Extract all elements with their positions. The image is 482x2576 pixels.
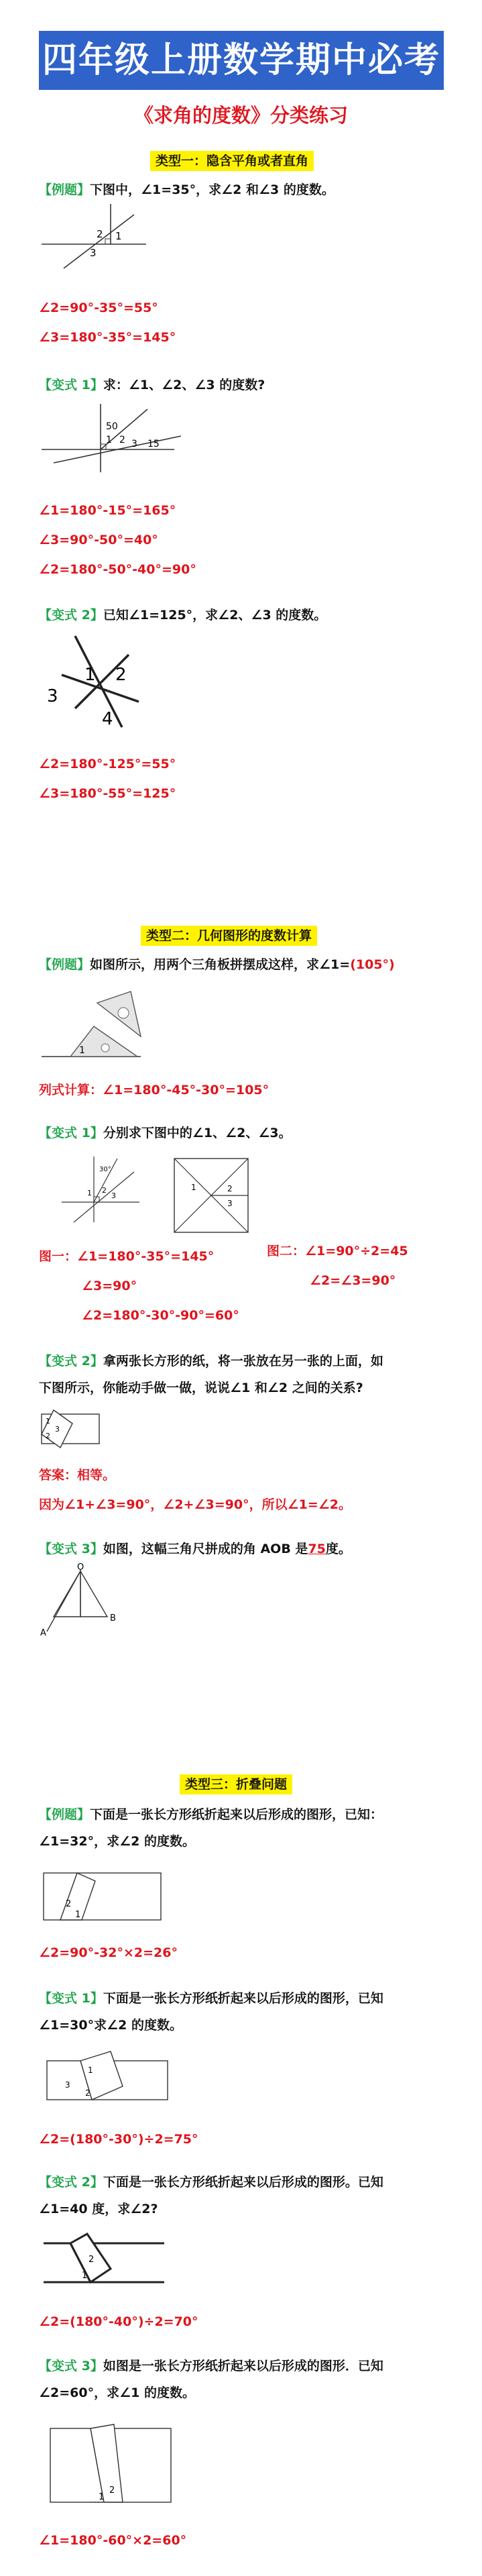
s2-v2-tag: 【变式 2】 <box>39 1354 103 1368</box>
page-title: 四年级上册数学期中必考 <box>39 31 444 90</box>
s3-v3-label-2: 2 <box>109 2485 115 2496</box>
s2-v3-text: 如图，这幅三角尺拼成的角 AOB 是 <box>103 1542 308 1556</box>
s2-v3-label-B: B <box>110 1613 116 1623</box>
section-3-title: 类型三：折叠问题 <box>180 1774 292 1794</box>
s2-v1-right-line-1: ∠1=90°÷2=45 <box>305 1244 408 1258</box>
s1-example-answer-2: ∠3=180°-35°=145° <box>39 330 176 345</box>
s2-variant1-figure-2 <box>171 1155 253 1237</box>
s3-variant2-question-line2: ∠1=40 度，求∠2? <box>39 2202 158 2216</box>
s1-v1-tag: 【变式 1】 <box>39 378 103 392</box>
s2-v1-left-answer-1 <box>39 1248 214 1265</box>
s1-variant2-question <box>39 602 326 628</box>
s3-variant1-figure <box>44 2046 171 2106</box>
s1-v2-text: 已知∠1=125°，求∠2、∠3 的度数。 <box>103 608 327 623</box>
s3-v2-answer: ∠2=(180°-40°)÷2=70° <box>39 2314 198 2329</box>
s1-variant1-figure <box>40 402 188 476</box>
s3-ex-tag: 【例题】 <box>39 1807 91 1822</box>
s2-v3-tag: 【变式 3】 <box>39 1542 103 1556</box>
s2-v3-tail: 度。 <box>325 1542 351 1556</box>
s1-ex-label-3: 3 <box>90 247 97 259</box>
s2-variant2-question-line1 <box>39 1348 383 1374</box>
s3-v3-label-1: 1 <box>99 2492 105 2502</box>
s3-variant2-figure <box>40 2229 168 2292</box>
s3-v1-text-1: 下面是一张长方形纸折起来以后形成的图形，已知 <box>103 1991 383 2006</box>
s3-variant3-question-line2: ∠2=60°，求∠1 的度数。 <box>39 2385 195 2400</box>
s1-v1-answer-3: ∠2=180°-50°-40°=90° <box>39 562 196 577</box>
s1-v1-label-2: 2 <box>119 435 125 445</box>
s3-example-question-line2: ∠1=32°，求∠2 的度数。 <box>39 1834 195 1849</box>
s2-variant1-figure-1 <box>60 1155 141 1229</box>
s1-v1-label-15: 15 <box>147 439 160 449</box>
s1-v2-label-3: 3 <box>47 686 58 706</box>
s1-v1-label-50: 50 <box>106 421 118 432</box>
s2-variant2-question-line2: 下图所示，你能动手做一做，说说∠1 和∠2 之间的关系? <box>39 1381 363 1395</box>
s3-variant3-figure <box>44 2415 178 2516</box>
s1-v2-label-1: 1 <box>84 665 96 685</box>
s2-ex-label-1: 1 <box>79 1045 85 1056</box>
s2-v3-label-O: O <box>77 1563 84 1572</box>
s2-v1-tag: 【变式 1】 <box>39 1126 103 1140</box>
s3-ex-answer: ∠2=90°-32°×2=26° <box>39 1945 178 1960</box>
s3-v2-label-2: 2 <box>88 2255 95 2265</box>
s1-v1-label-1: 1 <box>106 435 112 445</box>
s3-variant2-question-line1 <box>39 2169 383 2195</box>
s3-v1-label-3: 3 <box>65 2080 70 2090</box>
s2-v2-label-3: 3 <box>55 1425 60 1434</box>
s3-v1-tag: 【变式 1】 <box>39 1991 103 2006</box>
s2-v1-left-answer-2: ∠3=90° <box>82 1279 137 1293</box>
s3-ex-label-1: 1 <box>75 1910 81 1920</box>
s1-v1-answer-1: ∠1=180°-15°=165° <box>39 503 176 518</box>
s2-v1-fig1-label-30: 30° <box>99 1166 111 1173</box>
s2-v1-right-head: 图二： <box>267 1244 306 1258</box>
s1-example-text: 下图中，∠1=35°，求∠2 和∠3 的度数。 <box>90 182 335 197</box>
s3-v3-answer: ∠1=180°-60°×2=60° <box>39 2533 187 2548</box>
s3-v3-tag: 【变式 3】 <box>39 2359 103 2373</box>
s2-ex-tag: 【例题】 <box>39 957 91 972</box>
s2-v2-answer-1: 答案：相等。 <box>39 1468 116 1483</box>
s3-example-figure <box>40 1865 168 1925</box>
s1-ex-label-1: 1 <box>115 230 122 242</box>
s2-v1-fig2-label-3: 3 <box>227 1199 233 1208</box>
page-subtitle: 《求角的度数》分类练习 <box>133 104 348 127</box>
s2-v1-fig1-label-1: 1 <box>87 1189 92 1197</box>
s1-v2-label-2: 2 <box>115 665 127 685</box>
s2-v1-fig2-label-1: 1 <box>191 1183 196 1192</box>
s3-example-question-line1 <box>39 1802 383 1827</box>
s1-example-question <box>39 177 335 203</box>
s2-example-question <box>39 952 395 977</box>
s2-ex-blank: (105°) <box>350 957 395 972</box>
s1-variant2-figure <box>42 635 142 729</box>
s1-ex-label-2: 2 <box>97 228 103 240</box>
s2-v2-label-1: 1 <box>46 1417 50 1426</box>
s1-v2-answer-1: ∠2=180°-125°=55° <box>39 757 176 771</box>
s3-ex-label-2: 2 <box>66 1899 72 1909</box>
section-2-title: 类型二：几何图形的度数计算 <box>141 926 317 946</box>
s2-v1-right-answer-1 <box>267 1242 408 1260</box>
s2-v2-text-1: 拿两张长方形的纸，将一张放在另一张的上面，如 <box>103 1354 383 1368</box>
section-1-title: 类型一：隐含平角或者直角 <box>150 151 314 171</box>
s1-v1-label-3: 3 <box>131 439 137 449</box>
s2-example-figure <box>40 986 147 1067</box>
s1-variant1-question <box>39 372 265 398</box>
s3-v1-label-2: 2 <box>85 2088 91 2098</box>
s2-v1-right-answer-2: ∠2=∠3=90° <box>310 1273 396 1288</box>
s2-v3-label-A: A <box>40 1628 46 1637</box>
s3-ex-text-1: 下面是一张长方形纸折起来以后形成的图形，已知： <box>90 1807 383 1822</box>
s2-v1-left-head: 图一： <box>39 1249 78 1264</box>
s3-variant1-question-line2: ∠1=30°求∠2 的度数。 <box>39 2018 182 2033</box>
s2-v1-text: 分别求下图中的∠1、∠2、∠3。 <box>103 1126 292 1140</box>
s1-example-answer-1: ∠2=90°-35°=55° <box>39 301 158 315</box>
s2-variant3-question <box>39 1536 351 1562</box>
s2-variant1-question <box>39 1120 292 1146</box>
s2-v3-blank: 75 <box>308 1542 326 1556</box>
s3-v2-tag: 【变式 2】 <box>39 2175 103 2190</box>
s1-v1-text: 求：∠1、∠2、∠3 的度数? <box>103 378 265 392</box>
s2-variant2-figure <box>40 1409 101 1449</box>
s1-v2-tag: 【变式 2】 <box>39 608 103 623</box>
s3-variant3-question-line1 <box>39 2353 383 2379</box>
s2-v1-fig2-label-2: 2 <box>227 1184 233 1193</box>
s1-v2-answer-2: ∠3=180°-55°=125° <box>39 786 176 801</box>
s2-v2-answer-2: 因为∠1+∠3=90°，∠2+∠3=90°，所以∠1=∠2。 <box>39 1497 352 1512</box>
s2-ex-text: 如图所示，用两个三角板拼摆成这样，求∠1= <box>90 957 351 972</box>
s2-v1-left-line-1: ∠1=180°-35°=145° <box>77 1249 215 1264</box>
s2-v2-label-2: 2 <box>46 1432 50 1440</box>
s3-v3-text-1: 如图是一张长方形纸折起来以后形成的图形．已知 <box>103 2359 383 2373</box>
s2-v1-fig1-label-3: 3 <box>111 1191 116 1200</box>
s1-v2-label-4: 4 <box>102 709 113 729</box>
s3-v1-label-1: 1 <box>88 2065 93 2075</box>
s2-variant3-figure <box>40 1563 127 1637</box>
s3-v2-text-1: 下面是一张长方形纸折起来以后形成的图形。已知 <box>103 2175 383 2190</box>
s1-v1-answer-2: ∠3=90°-50°=40° <box>39 533 158 547</box>
s2-ex-answer: 列式计算：∠1=180°-45°-30°=105° <box>39 1083 269 1097</box>
s2-v1-left-answer-3: ∠2=180°-30°-90°=60° <box>82 1308 239 1323</box>
s3-v1-answer: ∠2=(180°-30°)÷2=75° <box>39 2132 198 2147</box>
s1-example-figure <box>40 203 147 270</box>
s3-v2-label-1: 1 <box>82 2271 88 2281</box>
s2-v1-fig1-label-2: 2 <box>102 1186 107 1195</box>
s1-example-tag: 【例题】 <box>39 182 91 197</box>
s3-variant1-question-line1 <box>39 1986 383 2011</box>
